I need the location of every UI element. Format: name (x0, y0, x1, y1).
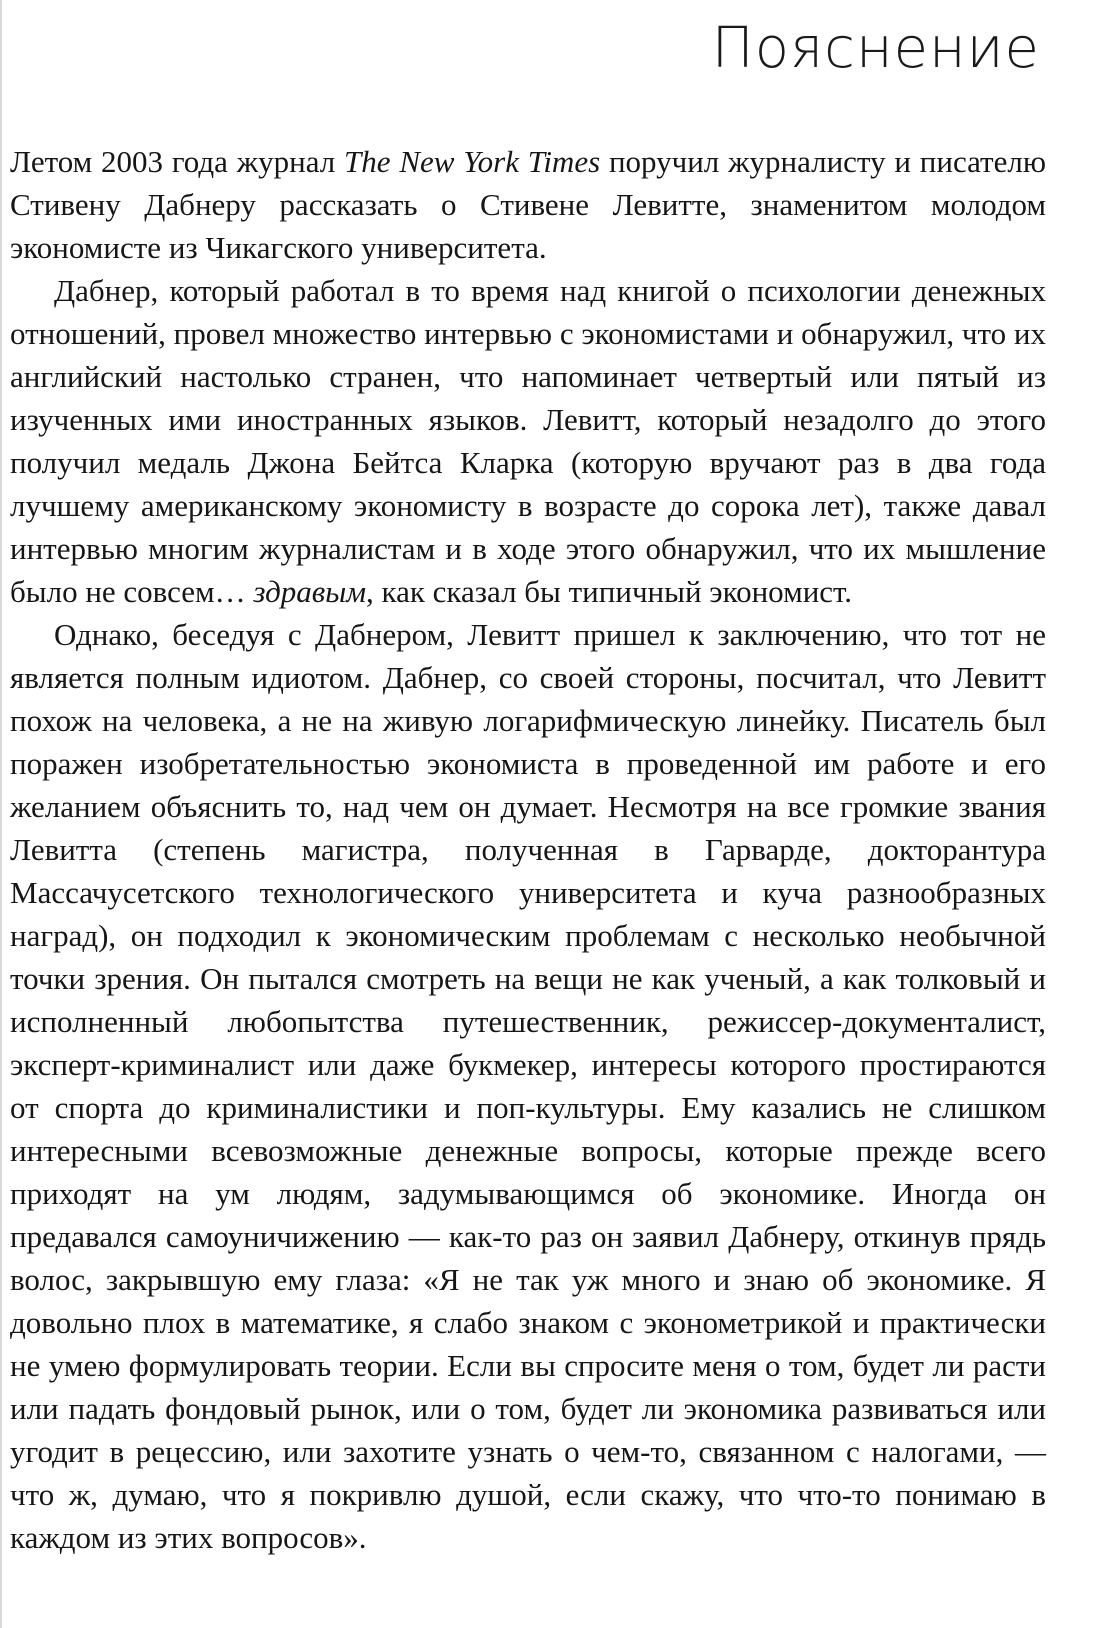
paragraph-3-lead: Однако, беседуя с Дабнером, Левитт пришел к заключению, что тот не является полным идиотом. Дабнер, со своей стороны, посчитал, что Левитт похож на человека, а не на живую логарифмическую линейку. Писатель был поражен изобретательностью экономиста в проведенной им работе и его желанием объяснить то, над чем он думает. Несмотря на все громкие звания Левитта (степень магистра, полученная в Гарварде, докторантура Массачусетского технологического университета и куча разнообразных наград), он подходил к экономическим проблемам с несколько необычной точки зрения. Он пытался смотреть на вещи не как ученый, а как толковый и исполненный любопытства путешественник, режиссер-документалист, эксперт-криминалист или даже букмекер, интересы которого простираются от спорта до криминалистики и поп-культуры. Ему казались не слишком интересными всевозможные денежные вопросы, которые прежде всего приходят на ум людям, задумывающимся об экономике. Иногда он предавался самоуничижению — как-то раз он заявил Дабнеру, откинув прядь волос, закрывшую ему глаза: «Я не так уж много и знаю об экономике. Я довольно плох в математике, я слабо знаком с эконометрикой и практически не умею формулировать теории. Если вы спросите меня о том, будет ли расти или падать фондовый рынок, или о том, будет ли экономика развиваться или угодит в рецессию, или захотите узнать о чем-то, связанном с налогами, — что ж, думаю, что я покривлю душой, если скажу, что что-то понимаю в каждом из этих вопросов». (10, 617, 1046, 1555)
paragraph-2 (10, 269, 1046, 613)
paragraph-2-lead: Дабнер, который работал в то время над книгой о психологии денежных отношений, провел множество интервью с экономистами и обнаружил, что их английский настолько странен, что напоминает четвертый или пятый из изученных ими иностранных языков. Левитт, который незадолго до этого получил медаль Джона Бейтса Кларка (которую вручают раз в два года лучшему американскому экономисту в возрасте до сорока лет), также давал интервью многим журналистам и в ходе этого обнаружил, что их мышление было не совсем… (10, 273, 1046, 609)
body-text (10, 140, 1046, 1559)
paragraph-1-lead: Летом 2003 года журнал (10, 144, 345, 179)
paragraph-3 (10, 613, 1046, 1559)
paragraph-2-tail: , как сказал бы типичный экономист. (366, 574, 853, 609)
paragraph-2-emphasis: здравым (253, 574, 367, 609)
page-title: Пояснение (711, 16, 1040, 81)
paragraph-1-tail: поручил журналисту и писателю Стивену Дабнеру рассказать о Стивене Левитте, знаменитом молодом экономисте из Чикагского университета. (10, 144, 1046, 265)
paragraph-1-emphasis: The New York Times (344, 144, 601, 179)
paragraph-1 (10, 140, 1046, 269)
